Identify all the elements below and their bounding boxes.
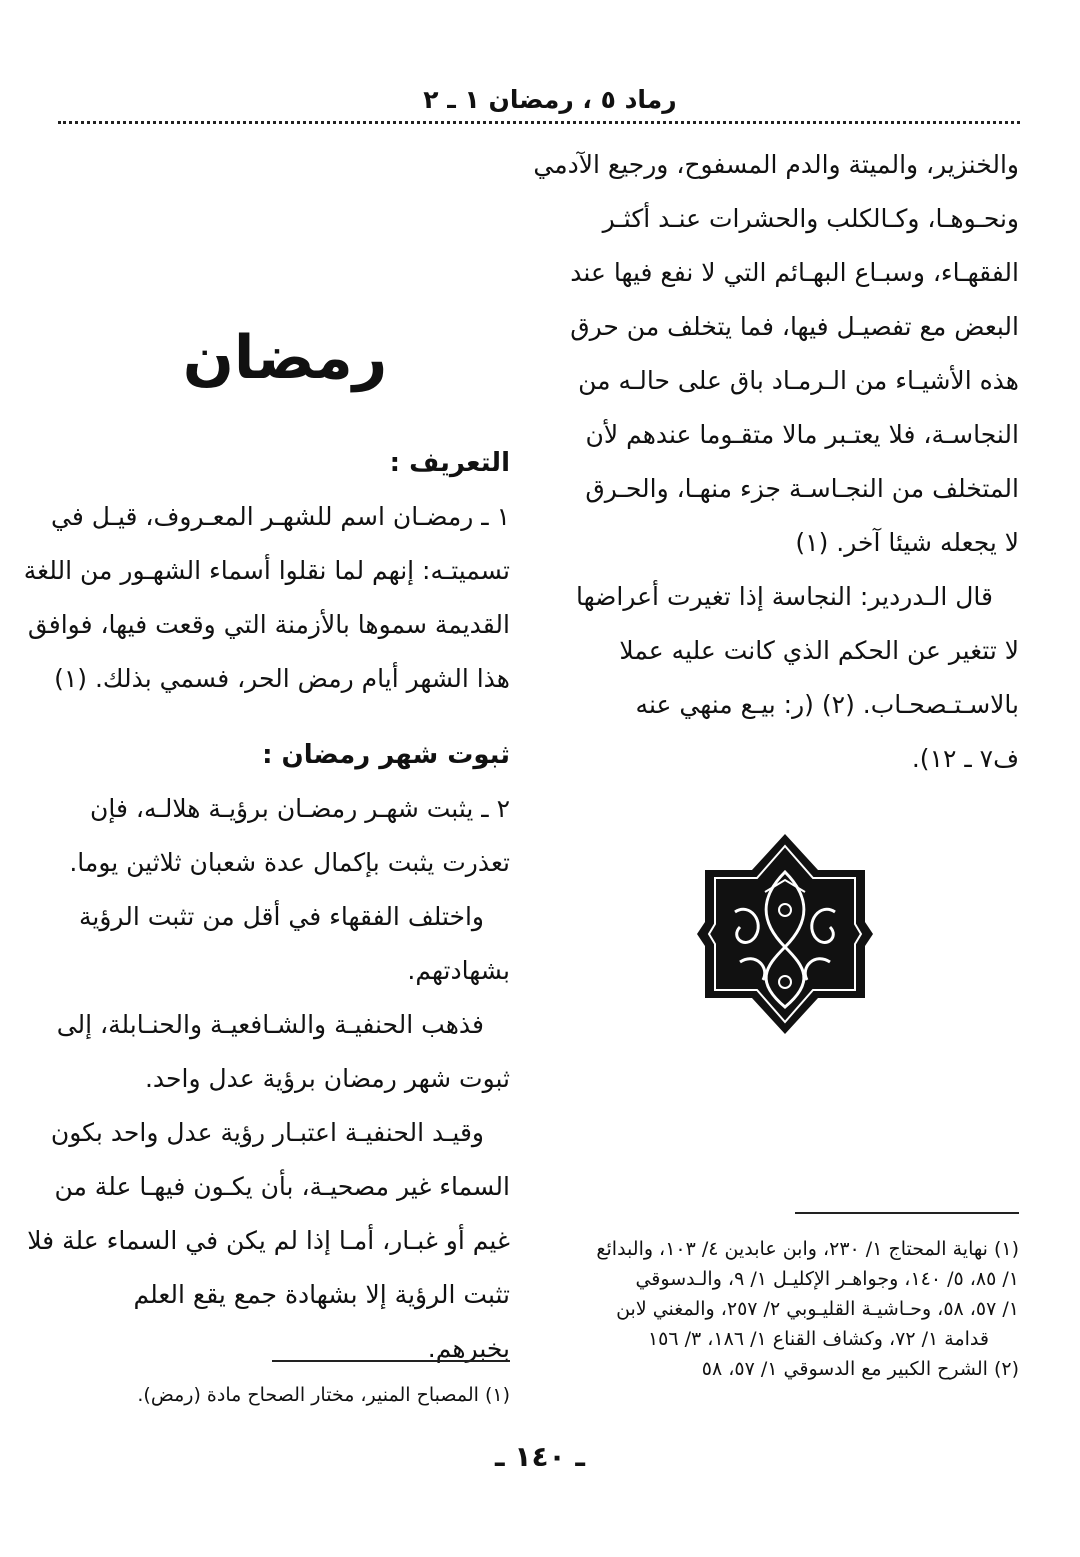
footnote-rule-right [795, 1212, 1019, 1214]
text-line: غيم أو غبـار، أمـا إذا لم يكن في السماء علة فلا [27, 1226, 510, 1255]
left-paragraph-5 [27, 1106, 510, 1376]
text-line: ونحـوهـا، وكـالكلب والحشرات عنـد أكثـر [602, 204, 1019, 233]
right-paragraph-2 [565, 570, 1019, 786]
text-line: والخنزير، والميتة والدم المسفوح، ورجيع الآدمي [533, 150, 1019, 179]
text-line: لا يجعله شيئا آخر. (١) [795, 528, 1019, 557]
text-line: الفقهـاء، وسبـاع البهـائم التي لا نفع فيها عند [570, 258, 1019, 287]
footnote-line: ١/ ٨٥، ٥/ ١٤٠، وجواهـر الإكليـل ١/ ٩، والـدسوقي [635, 1268, 1019, 1290]
footnote-rule-left [272, 1360, 510, 1362]
text-line: ٢ ـ يثبت شهـر رمضـان برؤيـة هلالـه، فإن [90, 794, 510, 823]
right-paragraph-1 [533, 138, 1019, 570]
text-line: ف٧ ـ ١٢). [911, 744, 1019, 773]
text-line: النجاسـة، فلا يعتـبر مالا متقـوما عندهم لأن [585, 420, 1019, 449]
text-line: البعض مع تفصيـل فيها، فما يتخلف من حرق [570, 312, 1019, 341]
text-line: واختلف الفقهاء في أقل من تثبت الرؤية [78, 902, 484, 931]
article-title: رمضان [182, 323, 388, 393]
page-number: ـ ١٤٠ ـ [495, 1440, 585, 1473]
left-paragraph-3 [58, 890, 510, 998]
text-line: بخبرهم. [427, 1334, 510, 1363]
left-paragraph-1 [23, 490, 510, 706]
footnotes-left [58, 1380, 510, 1410]
footnote-line: (١) نهاية المحتاج ١/ ٢٣٠، وابن عابدين ٤/ ١٠٣، والبدائع [596, 1238, 1019, 1260]
footnote-line: (٢) الشرح الكبير مع الدسوقي ١/ ٥٧، ٥٨ [701, 1358, 1019, 1380]
arabesque-star-ornament-icon [695, 832, 875, 1037]
footnote-line: (١) المصباح المنير، مختار الصحاح مادة (رمض). [137, 1384, 510, 1406]
header-dotted-rule [58, 121, 1020, 124]
right-column [533, 138, 1019, 786]
text-line: تسميتـه: إنهم لما نقلوا أسماء الشهـور من اللغة [23, 556, 510, 585]
text-line: ثبوت شهر رمضان برؤية عدل واحد. [144, 1064, 510, 1093]
left-paragraph-4 [58, 998, 510, 1106]
text-line: وقيـد الحنفيـة اعتبـار رؤية عدل واحد بكون [50, 1118, 484, 1147]
left-paragraph-2 [58, 782, 510, 890]
text-line: السماء غير مصحيـة، بأن يكـون فيهـا علة من [54, 1172, 510, 1201]
left-column [23, 436, 510, 1376]
section-heading-proof: ثبوت شهر رمضان : [262, 740, 510, 770]
text-line: فذهب الحنفيـة والشـافعيـة والحنـابلة، إلى [56, 1010, 484, 1039]
footnote-line: قدامة ١/ ٧٢، وكشاف القناع ١/ ١٨٦، ٣/ ١٥٦ [647, 1328, 989, 1350]
text-line: بشهادتهم. [407, 956, 510, 985]
text-line: المتخلف من النجـاسـة جزء منهـا، والحـرق [585, 474, 1019, 503]
running-header: رماد ٥ ، رمضان ١ ـ ٢ [423, 85, 677, 114]
text-line: بالاسـتـصحـاب. (٢) (ر: بيـع منهي عنه [635, 690, 1019, 719]
text-line: هذا الشهر أيام رمض الحر، فسمي بذلك. (١) [54, 664, 510, 693]
text-line: القديمة سموها بالأزمنة التي وقعت فيها، فوافق [27, 610, 510, 639]
text-line: تثبت الرؤية إلا بشهادة جمع يقع العلم [133, 1280, 510, 1309]
footnotes-right [560, 1234, 1019, 1384]
text-line: لا تتغير عن الحكم الذي كانت عليه عملا [619, 636, 1019, 665]
text-line: ١ ـ رمضـان اسم للشهـر المعـروف، قيـل في [51, 502, 510, 531]
section-heading-definition: التعريف : [389, 448, 510, 478]
text-line: هذه الأشيـاء من الـرمـاد باق على حالـه من [578, 366, 1019, 395]
footnote-line: ١/ ٥٧، ٥٨، وحـاشيـة القليـوبي ٢/ ٢٥٧، والمغني لابن [616, 1298, 1019, 1320]
text-line: قال الـدردير: النجاسة إذا تغيرت أعراضها [576, 582, 993, 611]
text-line: تعذرت يثبت بإكمال عدة شعبان ثلاثين يوما. [69, 848, 510, 877]
